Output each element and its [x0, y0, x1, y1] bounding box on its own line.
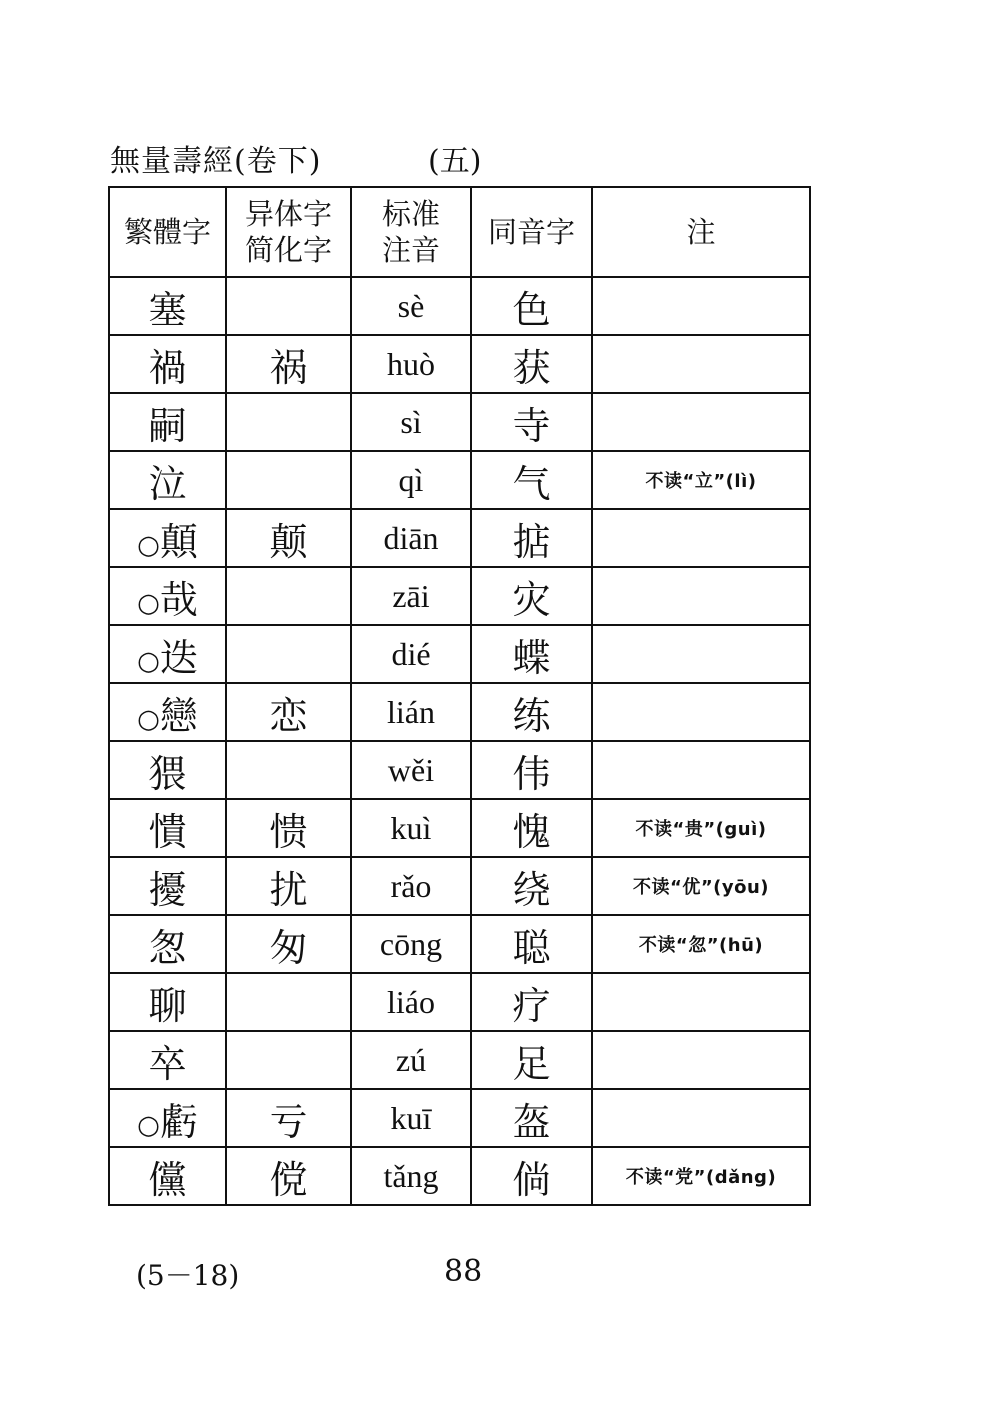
note-cell: [592, 857, 810, 915]
column-header-line: 标准: [381, 197, 440, 231]
pinyin-cell: [351, 683, 471, 741]
simplified-cell: [226, 857, 351, 915]
pinyin-text: sè: [397, 287, 425, 324]
traditional-text: 聊: [148, 983, 187, 1028]
note-cell: [592, 1031, 810, 1089]
pinyin-cell: [351, 799, 471, 857]
simplified-text: 祸: [269, 345, 308, 390]
homophone-text: 蝶: [512, 635, 551, 680]
homophone-cell: [471, 509, 592, 567]
homophone-cell: [471, 1031, 592, 1089]
traditional-text: 塞: [148, 287, 187, 332]
traditional-text: 擾: [148, 867, 187, 912]
simplified-text: 颠: [269, 519, 308, 564]
simplified-cell: [226, 335, 351, 393]
pinyin-text: diān: [383, 519, 439, 556]
homophone-text: 疗: [512, 983, 551, 1028]
pinyin-cell: [351, 277, 471, 335]
simplified-cell: [226, 1031, 351, 1089]
traditional-cell: [109, 1147, 226, 1205]
traditional-text: 卒: [148, 1041, 187, 1086]
column-header-homophone: 同音字: [471, 187, 592, 277]
traditional-cell: [109, 915, 226, 973]
traditional-cell: [109, 393, 226, 451]
note-text: 不读“贵”(guì): [635, 819, 767, 840]
column-header-line: 简化字: [244, 233, 332, 267]
traditional-text: 憒: [148, 809, 187, 854]
homophone-text: 气: [512, 461, 551, 506]
note-cell: [592, 973, 810, 1031]
homophone-cell: [471, 683, 592, 741]
homophone-text: 盔: [512, 1099, 551, 1144]
homophone-cell: [471, 1089, 592, 1147]
pinyin-text: wěi: [387, 751, 435, 788]
homophone-cell: [471, 1147, 592, 1205]
table-row: [109, 683, 810, 741]
traditional-text: 戀: [159, 693, 198, 738]
simplified-cell: [226, 973, 351, 1031]
note-cell: [592, 509, 810, 567]
note-cell: [592, 567, 810, 625]
pinyin-text: kuì: [390, 809, 432, 846]
pinyin-text: qì: [398, 461, 424, 498]
pinyin-cell: [351, 1031, 471, 1089]
simplified-cell: [226, 393, 351, 451]
homophone-cell: [471, 915, 592, 973]
homophone-cell: [471, 393, 592, 451]
homophone-text: 伟: [512, 751, 551, 796]
table-row: [109, 509, 810, 567]
homophone-text: 色: [512, 287, 551, 332]
note-cell: [592, 393, 810, 451]
pinyin-text: cōng: [379, 925, 443, 962]
pinyin-text: tǎng: [383, 1157, 439, 1194]
traditional-cell: [109, 509, 226, 567]
note-text: 不读“优”(yōu): [632, 877, 770, 898]
table-row: [109, 799, 810, 857]
traditional-cell: [109, 741, 226, 799]
circle-marker-icon: ○: [137, 704, 160, 734]
pinyin-text: liáo: [387, 983, 435, 1020]
homophone-cell: [471, 451, 592, 509]
homophone-cell: [471, 973, 592, 1031]
note-cell: [592, 335, 810, 393]
pinyin-cell: [351, 567, 471, 625]
column-header-line: 异体字: [244, 197, 332, 231]
homophone-text: 足: [512, 1041, 551, 1086]
table-row: [109, 451, 810, 509]
homophone-text: 寺: [512, 403, 551, 448]
homophone-cell: [471, 277, 592, 335]
pinyin-text: sì: [400, 403, 422, 440]
note-cell: [592, 625, 810, 683]
pronunciation-table: [108, 186, 811, 1206]
note-cell: [592, 1089, 810, 1147]
pinyin-cell: [351, 1089, 471, 1147]
table-row: [109, 741, 810, 799]
note-cell: [592, 915, 810, 973]
note-text: 不读“立”(lì): [645, 471, 757, 492]
note-cell: [592, 277, 810, 335]
pinyin-text: lián: [387, 693, 435, 730]
pinyin-cell: [351, 451, 471, 509]
traditional-text: 虧: [159, 1099, 198, 1144]
homophone-cell: [471, 567, 592, 625]
simplified-text: 亏: [269, 1099, 308, 1144]
simplified-cell: [226, 683, 351, 741]
simplified-text: 傥: [269, 1157, 308, 1202]
simplified-cell: [226, 741, 351, 799]
homophone-cell: [471, 741, 592, 799]
volume-number: (五): [428, 144, 482, 179]
table-row: [109, 277, 810, 335]
traditional-cell: [109, 335, 226, 393]
circle-marker-icon: ○: [137, 588, 160, 618]
simplified-cell: [226, 1147, 351, 1205]
pinyin-cell: [351, 509, 471, 567]
column-header-line: 注音: [381, 233, 440, 267]
pinyin-cell: [351, 625, 471, 683]
traditional-cell: [109, 683, 226, 741]
table-row: [109, 625, 810, 683]
table-row: [109, 335, 810, 393]
traditional-text: 迭: [159, 635, 198, 680]
traditional-text: 顛: [159, 519, 198, 564]
simplified-text: 恋: [269, 693, 308, 738]
traditional-text: 泣: [148, 461, 187, 506]
note-cell: [592, 799, 810, 857]
homophone-text: 练: [512, 693, 551, 738]
pinyin-text: rǎo: [390, 867, 432, 904]
pinyin-text: dié: [391, 635, 431, 672]
simplified-cell: [226, 567, 351, 625]
book-code: (5－18): [136, 1259, 240, 1292]
traditional-cell: [109, 857, 226, 915]
table-row: [109, 1089, 810, 1147]
simplified-cell: [226, 277, 351, 335]
traditional-text: 怱: [148, 925, 187, 970]
homophone-text: 愧: [512, 809, 551, 854]
pinyin-cell: [351, 1147, 471, 1205]
column-header-traditional: 繁體字: [109, 187, 226, 277]
note-cell: [592, 741, 810, 799]
homophone-text: 倘: [512, 1157, 551, 1202]
note-cell: [592, 451, 810, 509]
pinyin-cell: [351, 741, 471, 799]
traditional-cell: [109, 799, 226, 857]
simplified-text: 扰: [269, 867, 308, 912]
pinyin-text: zú: [395, 1041, 427, 1078]
column-header-note: 注: [592, 187, 810, 277]
column-header-pinyin: [351, 187, 471, 277]
note-cell: [592, 1147, 810, 1205]
simplified-cell: [226, 625, 351, 683]
homophone-text: 获: [512, 345, 551, 390]
traditional-text: 禍: [148, 345, 187, 390]
traditional-cell: [109, 625, 226, 683]
circle-marker-icon: ○: [137, 646, 160, 676]
circle-marker-icon: ○: [137, 1110, 160, 1140]
table-row: [109, 393, 810, 451]
pinyin-text: kuī: [390, 1099, 432, 1136]
traditional-cell: [109, 567, 226, 625]
traditional-cell: [109, 277, 226, 335]
table-row: [109, 1031, 810, 1089]
simplified-text: 匆: [269, 925, 308, 970]
homophone-cell: [471, 625, 592, 683]
simplified-text: 愦: [269, 809, 308, 854]
simplified-cell: [226, 799, 351, 857]
note-text: 不读“党”(dǎng): [625, 1167, 777, 1188]
page-number: 88: [444, 1254, 483, 1289]
table-row: [109, 973, 810, 1031]
pinyin-text: zāi: [392, 577, 430, 614]
table-row: [109, 857, 810, 915]
page-header: [110, 136, 810, 179]
table-body: [109, 277, 810, 1205]
pinyin-cell: [351, 857, 471, 915]
pinyin-cell: [351, 335, 471, 393]
homophone-text: 绕: [512, 867, 551, 912]
traditional-text: 儻: [148, 1157, 187, 1202]
traditional-cell: [109, 1031, 226, 1089]
simplified-cell: [226, 915, 351, 973]
note-cell: [592, 683, 810, 741]
table-row: [109, 567, 810, 625]
homophone-text: 灾: [512, 577, 551, 622]
simplified-cell: [226, 1089, 351, 1147]
traditional-cell: [109, 973, 226, 1031]
page-title: 無量壽經(卷下): [110, 144, 322, 179]
homophone-cell: [471, 335, 592, 393]
homophone-cell: [471, 857, 592, 915]
pinyin-text: huò: [387, 345, 435, 382]
note-text: 不读“忽”(hū): [638, 935, 764, 956]
traditional-text: 哉: [159, 577, 198, 622]
traditional-text: 嗣: [148, 403, 187, 448]
pinyin-cell: [351, 915, 471, 973]
homophone-cell: [471, 799, 592, 857]
traditional-text: 猥: [148, 751, 187, 796]
homophone-text: 聪: [512, 925, 551, 970]
table-row: [109, 1147, 810, 1205]
homophone-text: 掂: [512, 519, 551, 564]
simplified-cell: [226, 451, 351, 509]
traditional-cell: [109, 1089, 226, 1147]
traditional-cell: [109, 451, 226, 509]
pinyin-cell: [351, 973, 471, 1031]
simplified-cell: [226, 509, 351, 567]
table-row: [109, 915, 810, 973]
pinyin-cell: [351, 393, 471, 451]
table-header-row: [109, 187, 810, 277]
column-header-simplified: [226, 187, 351, 277]
circle-marker-icon: ○: [137, 530, 160, 560]
